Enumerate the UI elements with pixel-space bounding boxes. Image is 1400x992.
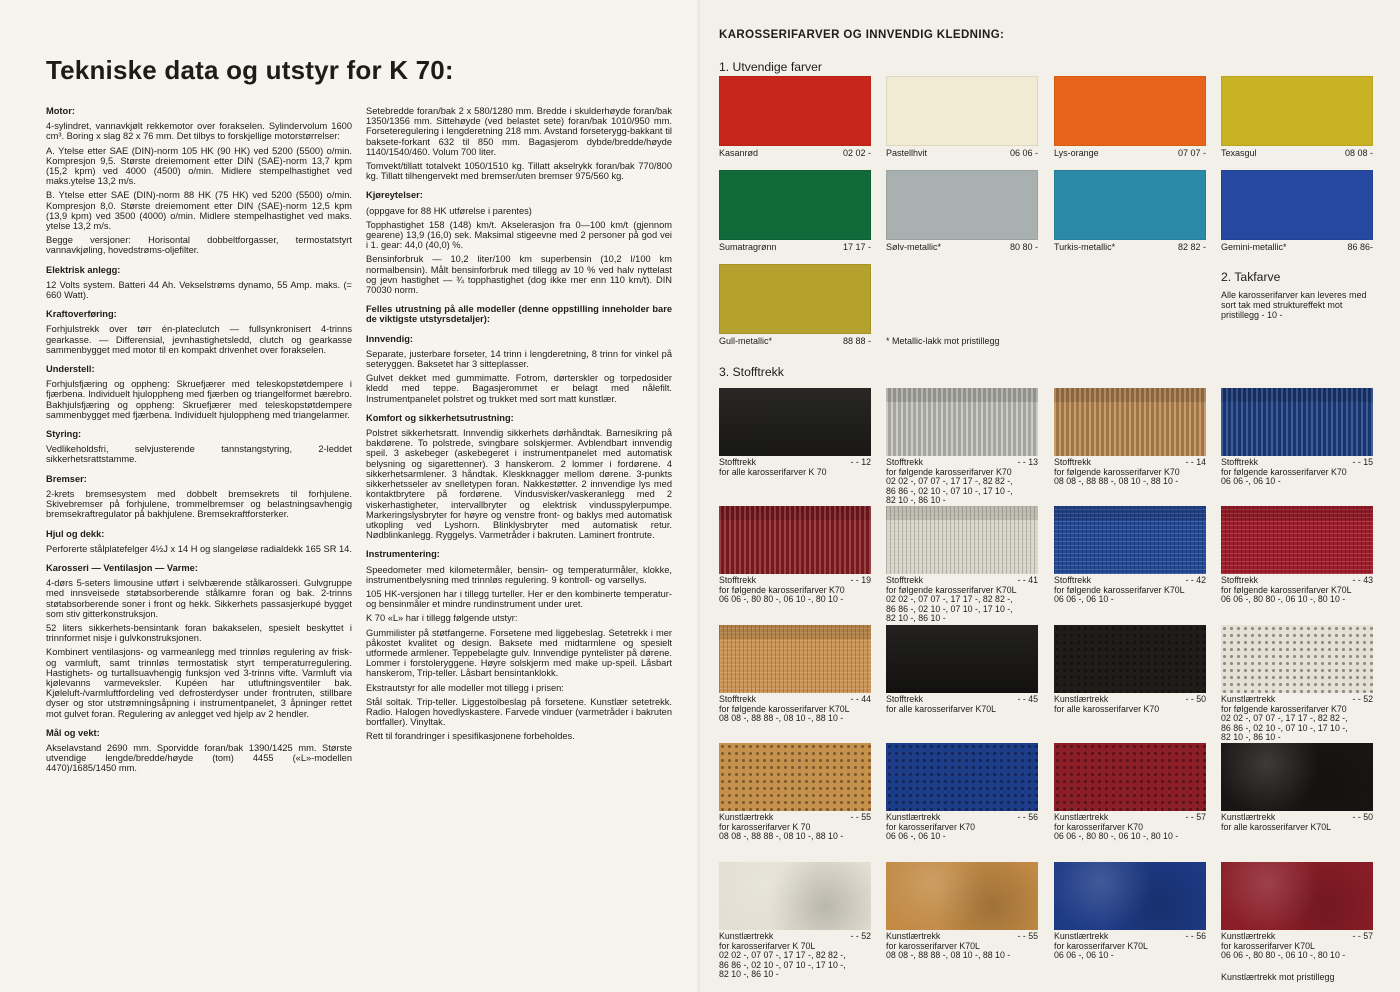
fabric-code: - - 57 <box>1352 931 1373 941</box>
spec-section <box>46 563 352 719</box>
fabric-line: for følgende karosserifarver K70L <box>1221 584 1352 595</box>
fabric-line: for karosserifarver K70L <box>1221 940 1315 951</box>
fabric-label <box>1221 458 1373 487</box>
fabric-line: 08 08 -, 88 88 -, 08 10 -, 88 10 - <box>719 713 844 724</box>
paint-name: Pastellhvit <box>886 148 928 158</box>
paint-code: 08 08 - <box>1344 148 1373 158</box>
spec-heading: Styring: <box>46 429 82 440</box>
fabric-band <box>886 388 1038 402</box>
paint-code: 82 82 - <box>1177 242 1206 252</box>
spec-text: (oppgave for 88 HK utførelse i parentes) <box>366 205 532 216</box>
fabric-swatch <box>719 743 871 811</box>
fabric-swatch <box>886 625 1038 693</box>
spec-heading: Felles utrustning på alle modeller (denne oppstilling inneholder bare de viktigste utstyrsdetaljer): <box>366 304 672 325</box>
fabric-line: 82 10 -, 86 10 - <box>886 613 946 624</box>
paint-swatch <box>886 76 1038 146</box>
fabric-swatch <box>1221 743 1373 811</box>
spec-section <box>46 106 352 256</box>
fabric-type: Kunstlærtrekk <box>1221 931 1276 941</box>
fabric-swatch <box>719 506 871 574</box>
fabric-line: for følgende karosserifarver K70 <box>886 466 1012 477</box>
paint-label <box>886 148 1038 158</box>
spec-heading: Motor: <box>46 106 75 116</box>
fabric-swatch <box>1221 388 1373 456</box>
spec-section <box>46 529 352 554</box>
fabric-type: Kunstlærtrekk <box>1221 694 1276 704</box>
right-page <box>700 0 1400 992</box>
spec-heading: Hjul og dekk: <box>46 528 105 539</box>
paint-name: Gull-metallic* <box>719 336 773 346</box>
fabric-line: for alle karosserifarver K 70 <box>719 466 827 477</box>
fabric-line: for følgende karosserifarver K70L <box>886 584 1017 595</box>
spec-section <box>46 728 352 774</box>
fabric-type: Kunstlærtrekk <box>886 812 941 822</box>
fabric-band <box>886 506 1038 520</box>
fabric-label <box>1054 576 1206 605</box>
spec-text: 2-krets bremsesystem med dobbelt bremsekrets til forhjulene. Skivebremser på forhjulene, trommelbremser og belastningsavhengig bremsekraftregulator på bakhjulene. Bremsekraftforsterker. <box>46 488 352 520</box>
fabric-band <box>719 506 871 520</box>
fabric-line: 06 06 -, 06 10 - <box>1221 476 1281 487</box>
fabric-type: Kunstlærtrekk <box>1221 812 1276 822</box>
fabric-type: Kunstlærtrekk <box>1054 812 1109 822</box>
page-title: Tekniske data og utstyr for K 70: <box>46 55 454 85</box>
fabric-line: for karosserifarver K70 <box>886 821 975 832</box>
fabric-line: for alle karosserifarver K70 <box>1054 703 1160 714</box>
fabric-swatch <box>1054 388 1206 456</box>
fabric-label <box>1221 576 1373 605</box>
fabric-band <box>1054 506 1206 520</box>
spec-text: B. Ytelse etter SAE (DIN)-norm 88 HK (75 HK) ved 5200 (5500) o/min. Kompresjon 8,0. Største dreiemoment etter DIN (SAE)-norm 12,5 kpm (13,9 kpm) ved 3500 (4000) o/min. Midlere stempelhastighet ved maks. ytelse 13,2 m/s. <box>46 190 352 232</box>
spec-column-1 <box>46 106 352 783</box>
fabric-swatch <box>886 862 1038 930</box>
paint-code: 07 07 - <box>1177 148 1206 158</box>
fabric-label <box>1221 695 1373 743</box>
fabric-type: Stofftrekk <box>1054 457 1091 467</box>
fabric-code: - - 57 <box>1185 812 1206 822</box>
fabric-line: 06 06 -, 80 80 -, 06 10 -, 80 10 - <box>1054 831 1179 842</box>
spec-text: Bensinforbruk — 10,2 liter/100 km superbensin (10,2 l/100 km normalbensin). Målt bensinforbruk med tillegg av 10 % ved halv nyttelast og jevn hastighet — ¾ topphastighet (dog ikke mer enn 110 km/t). DIN 70030 norm. <box>366 254 672 296</box>
fabric-line: for alle karosserifarver K70L <box>1221 821 1332 832</box>
spec-text: 4-dørs 5-seters limousine utført i selvbærende stålkarosseri. Gulvgruppe med innsveisede støtabsorberende stålkamre foran og bak. 2-trinns støtabsorberende soner i front og hekk. Sikkerhets passasjerkupé bygget som stiv gitterkonstruksjon. <box>46 578 352 619</box>
fabric-line: 06 06 -, 06 10 - <box>1054 950 1114 961</box>
spec-text: 52 liters sikkerhets-bensintank foran bakakselen, spesielt beskyttet i trinnformet nisje i gulvkonstruksjonen. <box>46 622 352 644</box>
fabric-code: - - 56 <box>1017 812 1038 822</box>
spec-text: Begge versjoner: Horisontal dobbeltforgasser, termostatstyrt vannavkjøling, hovedstrøms-oljefilter. <box>46 235 352 256</box>
spec-text: Gummilister på støtfangerne. Forsetene med liggebeslag. Setetrekk i mer påkostet kvalitet og design. Baksete med midtarmlene og spesielt utformede armlener. Teppebelagte gulv. Innvendige pyntelister på dørene. Lommer i forstoleryggene. Høyre solskjerm med make up-speil. Låsbart hanskerom, Trip-teller. Låsbart bensintanklokk. <box>366 627 672 679</box>
fabric-line: 08 08 -, 88 88 -, 08 10 -, 88 10 - <box>719 831 844 842</box>
spec-text: Forhjulstrekk over tørr én-plateclutch — fullsynkronisert 4-trinns gearkasse. — Differensial, jevnhastighetsledd, clutch og gearkasse sammenbygget med motor til en kompakt drivenhet over forakselen. <box>46 324 352 355</box>
fabric-swatch <box>886 506 1038 574</box>
paint-code: 88 88 - <box>842 336 871 346</box>
paint-code: 80 80 - <box>1009 242 1038 252</box>
fabric-line: for følgende karosserifarver K70L <box>1054 584 1185 595</box>
spec-text: 4-sylindret, vannavkjølt rekkemotor over forakselen. Sylindervolum 1600 cm³. Boring x slag 82 x 76 mm. Det tilbys to forskjellige motorstørrelser: <box>46 121 352 142</box>
paint-swatch <box>719 170 871 240</box>
fabric-line: for karosserifarver K70L <box>886 940 980 951</box>
spec-section <box>366 549 672 741</box>
spec-section <box>46 429 352 465</box>
paint-name: Sumatragrønn <box>719 242 777 252</box>
spec-text: 12 Volts system. Batteri 44 Ah. Vekselstrøms dynamo, 55 Amp. maks. (= 660 Watt). <box>46 279 352 301</box>
spec-text: Kombinert ventilasjons- og varmeanlegg med trinnløs regulering av frisk- og varmluft, samt trinnløs termostatisk styrt temperaturregulering. Hastighets- og turtallsuavhengig funksjon ved 3-trinns vifte. Varmluft via kjølevanns varmeveksler. Kupéen har utluftningsventiler bak. Kjøleluft-/varmluftfordeling ved defrosterdyser under frontruten, stillbare dyser og stor utstrømningsåpning i instrumentpanelet, 3 åpninger rettet mot gulvet foran. Regulering av anlegget ved hjelp av 2 hendler. <box>46 647 352 719</box>
paint-label <box>1221 148 1373 158</box>
fabric-label <box>719 695 871 724</box>
spec-text: A. Ytelse etter SAE (DIN)-norm 105 HK (90 HK) ved 5200 (5500) o/min. Kompresjon 9,5. Største dreiemoment etter DIN (SAE)-norm 13,7 kpm (15,2 kpm) ved 4000 (4500) o/min. Midlere stempelhastighet ved maks.ytelse 13,2 m/s. <box>46 145 352 187</box>
fabric-line: 02 02 -, 07 07 -, 17 17 -, 82 82 -, <box>719 950 846 961</box>
paint-name: Turkis-metallic* <box>1054 242 1116 252</box>
fabric-type: Kunstlærtrekk <box>719 812 774 822</box>
fabric-line: 02 02 -, 07 07 -, 17 17 -, 82 82 -, <box>886 476 1013 487</box>
fabric-type: Kunstlærtrekk <box>719 931 774 941</box>
paint-label <box>1221 242 1373 252</box>
spec-section <box>46 474 352 520</box>
spec-text: Polstret sikkerhetsratt. Innvendig sikkerhets dørhåndtak. Barnesikring på bakdørene. To polstrede, svingbare solskjermer. Avblendbart innvendig speil. 3 askebeger (askebegeret i instrumentpanelet med automatisk belysning og sigarettenner). 3 hanskerom. 2 lommer i fordørene. 4 sikkerhetsarmlener. 3 håndtak. Kleskknagger mellom dørene. 3-punkts sikkerhetsseler av snelletypen foran. Nakkestøtter. 2 innvendige lys med kontaktbrytere på fordørene. Vindusvisker/vaskeranlegg med 2 viskerhastigheter, intervallbryter og elektrisk vindusspylerpumpe. Markeringslysbryter for høyre og venstre front- og baklys med automatisk utkopling ved Lyshorn. Blinklysbryter med automatisk retur. Nødblinkanlegg. Ryggelys. Varmetråder i bakruten. Laminert frontrute. <box>366 428 672 541</box>
spec-heading: Understell: <box>46 364 95 375</box>
paint-label <box>719 242 871 252</box>
fabric-line: for karosserifarver K 70L <box>719 940 816 951</box>
fabric-line: for alle karosserifarver K70L <box>886 703 997 714</box>
fabric-line: 82 10 -, 86 10 - <box>886 495 946 506</box>
fabric-swatch <box>1054 862 1206 930</box>
fabric-line: for karosserifarver K70 <box>1054 821 1143 832</box>
fabric-line: 02 02 -, 07 07 -, 17 17 -, 82 82 -, <box>886 594 1013 605</box>
paint-swatch <box>1054 170 1206 240</box>
fabric-code: - - 56 <box>1185 931 1206 941</box>
spec-section <box>46 265 352 301</box>
spec-heading: Komfort og sikkerhetsutrustning: <box>366 412 514 423</box>
spec-text: Rett til forandringer i spesifikasjonene forbeholdes. <box>366 731 575 742</box>
paint-swatch <box>1221 76 1373 146</box>
fabric-label <box>1221 932 1373 961</box>
paint-label <box>1054 242 1206 252</box>
fabric-band <box>1054 388 1206 402</box>
fabric-line: for følgende karosserifarver K70L <box>719 703 850 714</box>
spec-text: Tomvekt/tillatt totalvekt 1050/1510 kg. Tillatt akselrykk foran/bak 770/800 kg. Tillatt tilhengervekt med bremser/uten bremser 975/560 kg. <box>366 161 672 182</box>
fabric-type: Kunstlærtrekk <box>1054 931 1109 941</box>
fabric-label <box>1054 695 1206 714</box>
spec-section <box>46 309 352 355</box>
roof-color-text: Alle karosserifarver kan leveres med sort tak med struktureffekt mot pristillegg - 10 - <box>1221 290 1367 320</box>
fabric-code: - - 50 <box>1352 812 1373 822</box>
fabric-band <box>719 625 871 639</box>
fabric-code: - - 13 <box>1017 457 1038 467</box>
fabric-label <box>719 576 871 605</box>
paint-swatch <box>886 170 1038 240</box>
fabric-line: 86 86 -, 02 10 -, 07 10 -, 17 10 -, <box>719 959 846 970</box>
paint-swatch <box>719 264 871 334</box>
spec-text: Separate, justerbare forseter, 14 trinn i lengderetning, 8 trinn for vinkel på seteryggen. Baksetet har 3 sitteplasser. <box>366 348 672 370</box>
spec-text: Setebredde foran/bak 2 x 580/1280 mm. Bredde i skulderhøyde foran/bak 1350/1356 mm. Sittehøyde (ved belastet sete) foran/bak 1010/950 mm. Forseteregulering i lengderetning 218 mm. Avstand forseterygg-bakkant til baksete-forkant 632 til 850 mm. Bagasjerom dybde/bredde/høyde 1140/1540/460. Volum 700 liter. <box>366 106 672 157</box>
fabric-label <box>1054 458 1206 487</box>
spec-text: Forhjulsfjæring og oppheng: Skruefjærer med teleskopstøtdempere i fjærbena. Individuelt hjuloppheng med fjærben og triangelformet bærebro. Bakhjulsfjæring og oppheng: Skruefjærer med teleskopstøtdempere sammenbygget med fjærbena. Individuelt hjuloppheng med triangelarmer. <box>46 379 352 420</box>
fabric-code: - - 19 <box>850 575 871 585</box>
spec-section <box>46 364 352 420</box>
fabric-line: 86 86 -, 02 10 -, 07 10 -, 17 10 -, <box>886 485 1013 496</box>
fabric-code: - - 55 <box>1017 931 1038 941</box>
fabric-type: Stofftrekk <box>719 575 756 585</box>
fabric-code: - - 52 <box>1352 694 1373 704</box>
fabric-code: - - 45 <box>1017 694 1038 704</box>
paint-swatch <box>1221 170 1373 240</box>
roof-color-heading: 2. Takfarve <box>1221 270 1281 284</box>
fabric-type: Kunstlærtrekk <box>1054 694 1109 704</box>
colors-title: KAROSSERIFARVER OG INNVENDIG KLEDNING: <box>719 29 1005 41</box>
fabric-line: for følgende karosserifarver K70 <box>1221 466 1347 477</box>
paint-label <box>1054 148 1206 158</box>
fabric-code: - - 14 <box>1185 457 1206 467</box>
fabric-code: - - 52 <box>850 931 871 941</box>
spec-text: K 70 «L» har i tillegg følgende utstyr: <box>366 613 518 624</box>
spec-text: 105 HK-versjonen har i tillegg turteller. Her er den kombinerte temperatur- og bensinmåler et mindre rundinstrument under uret. <box>366 588 672 610</box>
fabric-line: 06 06 -, 80 80 -, 06 10 -, 80 10 - <box>719 594 844 605</box>
spec-heading: Bremser: <box>46 473 87 484</box>
fabric-swatch <box>886 388 1038 456</box>
fabric-code: - - 44 <box>850 694 871 704</box>
spec-section <box>366 190 672 295</box>
fabric-line: 02 02 -, 07 07 -, 17 17 -, 82 82 -, <box>1221 713 1348 724</box>
spec-section <box>366 334 672 404</box>
fabric-line: 06 06 -, 06 10 - <box>886 831 946 842</box>
kunstlaer-note: Kunstlærtrekk mot pristillegg <box>1221 972 1335 982</box>
fabric-code: - - 41 <box>1017 575 1038 585</box>
fabric-swatch <box>1054 743 1206 811</box>
spec-section <box>366 304 672 324</box>
fabric-band <box>1221 506 1373 520</box>
spec-heading: Kraftoverføring: <box>46 309 117 320</box>
paint-code: 02 02 - <box>842 148 871 158</box>
fabric-swatch <box>719 388 871 456</box>
fabric-line: for følgende karosserifarver K70 <box>1054 466 1180 477</box>
fabric-code: - - 43 <box>1352 575 1373 585</box>
fabric-code: - - 12 <box>850 457 871 467</box>
spec-section <box>366 413 672 540</box>
fabric-type: Stofftrekk <box>1221 457 1258 467</box>
upholstery-heading: 3. Stofftrekk <box>719 365 784 379</box>
paint-name: Sølv-metallic* <box>886 242 942 252</box>
paint-swatch <box>719 76 871 146</box>
fabric-label <box>1054 932 1206 961</box>
fabric-swatch <box>1054 506 1206 574</box>
fabric-type: Stofftrekk <box>1054 575 1091 585</box>
fabric-type: Stofftrekk <box>719 694 756 704</box>
fabric-label <box>1054 813 1206 842</box>
spec-heading: Elektrisk anlegg: <box>46 264 121 275</box>
fabric-band <box>1221 388 1373 402</box>
fabric-label <box>1221 813 1373 832</box>
paint-name: Kasanrød <box>719 148 759 158</box>
fabric-type: Stofftrekk <box>886 694 923 704</box>
fabric-swatch <box>719 625 871 693</box>
fabric-code: - - 42 <box>1185 575 1206 585</box>
fabric-label <box>886 576 1038 624</box>
paint-label <box>886 242 1038 252</box>
fabric-type: Stofftrekk <box>886 457 923 467</box>
spec-text: Topphastighet 158 (148) km/t. Akselerasjon fra 0—100 km/t (gjennom gearene) 13,9 (16,0) sek. Maksimal stigeevne med 2 personer på god vei i 1. gear: 44,0 (40,0) %. <box>366 219 672 251</box>
paint-code: 86 86- <box>1347 242 1373 252</box>
fabric-line: for følgende karosserifarver K70 <box>1221 703 1347 714</box>
fabric-line: 86 86 -, 02 10 -, 07 10 -, 17 10 -, <box>886 603 1013 614</box>
fabric-label <box>719 813 871 842</box>
fabric-swatch <box>886 743 1038 811</box>
fabric-line: for karosserifarver K70L <box>1054 940 1148 951</box>
paint-name: Lys-orange <box>1054 148 1099 158</box>
fabric-label <box>719 458 871 477</box>
fabric-type: Stofftrekk <box>719 457 756 467</box>
spec-text: Akselavstand 2690 mm. Sporvidde foran/bak 1390/1425 mm. Største utvendige lengde/bredde/høyde (tom) 4455 («L»-modellen 4470)/1685/1450 mm. <box>46 742 352 774</box>
fabric-line: for følgende karosserifarver K70 <box>719 584 845 595</box>
fabric-swatch <box>1054 625 1206 693</box>
fabric-type: Kunstlærtrekk <box>886 931 941 941</box>
metallic-note: * Metallic-lakk mot pristillegg <box>886 336 1000 346</box>
spec-heading: Instrumentering: <box>366 549 440 560</box>
fabric-type: Stofftrekk <box>1221 575 1258 585</box>
spec-text: Vedlikeholdsfri, selvjusterende tannstangstyring, 2-leddet sikkerhetsrattstamme. <box>46 444 352 465</box>
spec-heading: Kjøreytelser: <box>366 190 423 201</box>
spec-text: Perforerte stålplatefelger 4½J x 14 H og slangeløse radialdekk 165 SR 14. <box>46 543 352 554</box>
paint-code: 17 17 - <box>842 242 871 252</box>
fabric-line: 82 10 -, 86 10 - <box>1221 732 1281 743</box>
fabric-line: for karosserifarver K 70 <box>719 821 811 832</box>
fabric-line: 82 10 -, 86 10 - <box>719 969 779 980</box>
fabric-type: Stofftrekk <box>886 575 923 585</box>
paint-label <box>719 336 871 346</box>
fabric-label <box>886 813 1038 842</box>
paint-label <box>719 148 871 158</box>
spec-heading: Karosseri — Ventilasjon — Varme: <box>46 562 198 573</box>
spec-text: Speedometer med kilometermåler, bensin- og temperaturmåler, klokke, instrumentbelysning med trinnløs regulering. 9 kontroll- og varsellys. <box>366 564 672 585</box>
fabric-line: 06 06 -, 80 80 -, 06 10 -, 80 10 - <box>1221 594 1346 605</box>
fabric-code: - - 15 <box>1352 457 1373 467</box>
spec-column-2 <box>366 106 672 751</box>
paint-swatch <box>1054 76 1206 146</box>
fabric-line: 06 06 -, 80 80 -, 06 10 -, 80 10 - <box>1221 950 1346 961</box>
fabric-swatch <box>719 862 871 930</box>
spec-text: Ekstrautstyr for alle modeller mot tillegg i prisen: <box>366 682 564 693</box>
fabric-label <box>886 932 1038 961</box>
paint-name: Gemini-metallic* <box>1221 242 1287 252</box>
paint-name: Texasgul <box>1221 148 1257 158</box>
paint-code: 06 06 - <box>1009 148 1038 158</box>
spec-heading: Mål og vekt: <box>46 727 100 738</box>
fabric-swatch <box>1221 625 1373 693</box>
exterior-colors-heading: 1. Utvendige farver <box>719 60 822 74</box>
spec-heading: Innvendig: <box>366 333 413 344</box>
fabric-label <box>886 695 1038 714</box>
fabric-line: 86 86 -, 02 10 -, 07 10 -, 17 10 -, <box>1221 722 1348 733</box>
fabric-code: - - 50 <box>1185 694 1206 704</box>
fabric-code: - - 55 <box>850 812 871 822</box>
fabric-label <box>719 932 871 980</box>
fabric-line: 08 08 -, 88 88 -, 08 10 -, 88 10 - <box>886 950 1011 961</box>
fabric-swatch <box>1221 862 1373 930</box>
spec-text: Stål soltak. Trip-teller. Liggestolbeslag på forsetene. Kunstlær setetrekk. Radio. Halogen hovedlyskastere. Farvede vinduer (varmetråder i bakruten bortfaller). Vinyltak. <box>366 696 672 728</box>
fabric-line: 06 06 -, 06 10 - <box>1054 594 1114 605</box>
fabric-swatch <box>1221 506 1373 574</box>
fabric-label <box>886 458 1038 506</box>
fabric-line: 08 08 -, 88 88 -, 08 10 -, 88 10 - <box>1054 476 1179 487</box>
spec-section <box>366 106 672 181</box>
spec-text: Gulvet dekket med gummimatte. Fotrom, dørterskler og torpedosider kledd med teppe. Bagasjerommet er belagt med nålefilt. Instrumentpanelet polstret og trukket med sort matt kunstlær. <box>366 373 672 404</box>
